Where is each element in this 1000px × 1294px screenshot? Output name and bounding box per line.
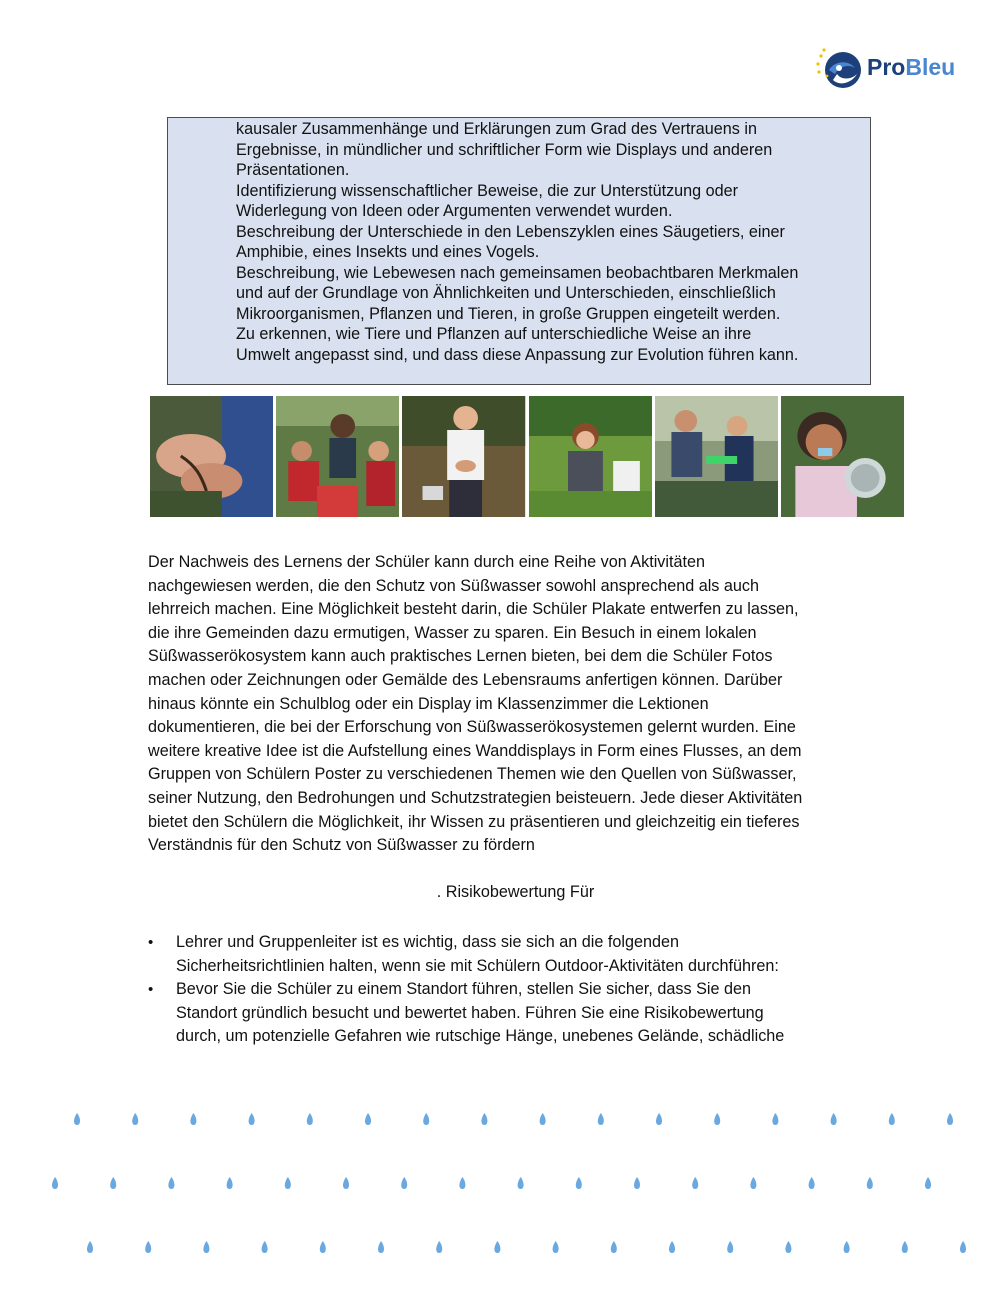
water-drop-icon	[190, 1113, 196, 1125]
photo-strip	[150, 396, 904, 517]
water-drop-icon	[262, 1241, 268, 1253]
photo-hands-with-worm	[150, 396, 273, 517]
info-line: Identifizierung wissenschaftlicher Beweise, die zur Unterstützung oder	[236, 181, 739, 200]
water-drop-icon	[249, 1113, 255, 1125]
water-drop-icon	[227, 1177, 233, 1189]
water-drop-icon	[611, 1241, 617, 1253]
bullet-line: durch, um potenzielle Gefahren wie rutschige Hänge, unebenes Gelände, schädliche	[176, 1027, 785, 1046]
photo-teacher-in-meadow	[529, 396, 652, 517]
water-drop-icon	[74, 1113, 80, 1125]
water-drop-icon	[809, 1177, 815, 1189]
water-drop-icon	[669, 1241, 675, 1253]
photo-children-touching-plants	[655, 396, 778, 517]
water-drop-icon	[553, 1241, 559, 1253]
paragraph-line: seiner Nutzung, den Bedrohungen und Schutzstrategien beisteuern. Jede dieser Aktivitäten	[148, 788, 803, 807]
paragraph-line: bietet den Schülern die Möglichkeit, ihr Wissen zu präsentieren und gleichzeitig ein tieferes	[148, 812, 800, 831]
logo-wordmark	[867, 54, 955, 81]
water-drop-icon	[494, 1241, 500, 1253]
info-line: Widerlegung von Ideen oder Argumenten verwendet wurden.	[236, 202, 673, 220]
bullet-line: Standort gründlich besucht und bewertet haben. Führen Sie eine Risikobewertung	[176, 1003, 764, 1022]
water-drop-icon	[772, 1113, 778, 1125]
info-line: Beschreibung der Unterschiede in den Lebenszyklen eines Säugetiers, einer	[236, 222, 785, 241]
paragraph-line: dokumentieren, die bei der Erforschung von Süßwasserökosystemen gelernt wurden. Eine	[148, 718, 796, 737]
water-drop-icon	[320, 1241, 326, 1253]
water-drop-icon	[902, 1241, 908, 1253]
bullet-icon: •	[148, 934, 154, 951]
water-drop-icon	[145, 1241, 151, 1253]
water-drop-icon	[168, 1177, 174, 1189]
water-drop-icon	[110, 1177, 116, 1189]
info-line: kausaler Zusammenhänge und Erklärungen zum Grad des Vertrauens in	[236, 120, 757, 138]
list-item	[148, 978, 883, 1049]
water-drop-icon	[436, 1241, 442, 1253]
photo-boy-holding-object	[402, 396, 525, 517]
paragraph-line: nachgewiesen werden, die den Schutz von Süßwasser sowohl ansprechend als auch	[148, 576, 759, 595]
risk-assessment-heading: . Risikobewertung Für	[436, 883, 595, 901]
water-drop-icon	[576, 1177, 582, 1189]
water-drop-icon	[750, 1177, 756, 1189]
water-drop-icon	[844, 1241, 850, 1253]
paragraph-line: machen oder Zeichnungen oder Gemälde des Lebensraums anfertigen können. Darüber	[148, 670, 783, 689]
water-drop-icon	[401, 1177, 407, 1189]
paragraph-line: hinaus könnte ein Schulblog oder ein Display im Klassenzimmer die Lektionen	[148, 694, 709, 713]
safety-bullet-list	[148, 931, 883, 1049]
water-drop-icon	[540, 1113, 546, 1125]
paragraph-line: Verständnis für den Schutz von Süßwasser zu fördern	[148, 836, 535, 855]
water-drop-icon	[423, 1113, 429, 1125]
paragraph-line: Süßwasserökosystem kann auch praktisches Lernen bieten, bei dem die Schüler Fotos	[148, 647, 773, 666]
info-line: Ergebnisse, in mündlicher und schriftlicher Form wie Displays und anderen	[236, 140, 773, 159]
list-item	[148, 931, 883, 978]
water-drop-icon	[52, 1177, 58, 1189]
bullet-line: Lehrer und Gruppenleiter ist es wichtig, dass sie sich an die folgenden	[176, 933, 680, 951]
water-drop-icon	[481, 1113, 487, 1125]
bullet-line: Sicherheitsrichtlinien halten, wenn sie mit Schülern Outdoor-Aktivitäten durchführen:	[176, 956, 779, 975]
curriculum-info-box	[167, 117, 871, 385]
water-drop-icon	[365, 1113, 371, 1125]
photo-children-group-outdoors	[276, 396, 399, 517]
probleu-logo	[815, 46, 965, 92]
water-drop-icon	[656, 1113, 662, 1125]
paragraph-line: lehrreich machen. Eine Möglichkeit besteht darin, die Schüler Plakate entwerfen zu lassen,	[148, 600, 799, 619]
water-drop-icon	[518, 1177, 524, 1189]
water-drop-icon	[867, 1177, 873, 1189]
water-drop-icon	[925, 1177, 931, 1189]
paragraph-line: die ihre Gemeinden dazu ermutigen, Wasser zu sparen. Ein Besuch in einem lokalen	[148, 623, 757, 642]
water-drop-icon	[459, 1177, 465, 1189]
photo-girl-with-jar	[781, 396, 904, 517]
paragraph-line: Der Nachweis des Lernens der Schüler kann durch eine Reihe von Aktivitäten	[148, 553, 705, 571]
logo-text-bleu: Bleu	[905, 54, 956, 80]
water-drop-icon	[203, 1241, 209, 1253]
info-line: Umwelt angepasst sind, und dass diese Anpassung zur Evolution führen kann.	[236, 345, 799, 364]
water-drop-icon	[343, 1177, 349, 1189]
water-drop-icon	[634, 1177, 640, 1189]
water-drop-icon	[285, 1177, 291, 1189]
water-drop-icon	[307, 1113, 313, 1125]
water-drop-icon	[785, 1241, 791, 1253]
water-drop-icon	[947, 1113, 953, 1125]
info-line: Präsentationen.	[236, 161, 350, 179]
water-drop-icon	[831, 1113, 837, 1125]
water-drop-icon	[378, 1241, 384, 1253]
learning-evidence-paragraph	[148, 551, 883, 858]
water-drops-decoration	[0, 1100, 1000, 1294]
info-line: Beschreibung, wie Lebewesen nach gemeinsamen beobachtbaren Merkmalen	[236, 263, 799, 282]
water-drop-icon	[87, 1241, 93, 1253]
bullet-line: Bevor Sie die Schüler zu einem Standort führen, stellen Sie sicher, dass Sie den	[176, 980, 751, 999]
water-drop-icon	[714, 1113, 720, 1125]
paragraph-line: weitere kreative Idee ist die Aufstellung eines Wanddisplays in Form eines Flusses, an dem	[148, 741, 802, 760]
water-drop-icon	[598, 1113, 604, 1125]
water-drop-icon	[692, 1177, 698, 1189]
water-drop-icon	[727, 1241, 733, 1253]
water-drop-icon	[889, 1113, 895, 1125]
probleu-emblem-icon	[815, 46, 865, 92]
paragraph-line: Gruppen von Schülern Poster zu verschiedenen Themen wie den Quellen von Süßwasser,	[148, 765, 797, 784]
water-drop-icon	[132, 1113, 138, 1125]
logo-text-pro: Pro	[867, 54, 906, 80]
info-line: Mikroorganismen, Pflanzen und Tieren, in große Gruppen eingeteilt werden.	[236, 304, 781, 323]
info-line: Zu erkennen, wie Tiere und Pflanzen auf unterschiedliche Weise an ihre	[236, 325, 752, 343]
info-line: und auf der Grundlage von Ähnlichkeiten und Unterschieden, einschließlich	[236, 284, 776, 302]
bullet-icon: •	[148, 981, 154, 999]
info-line: Amphibie, eines Insekts und eines Vogels.	[236, 243, 540, 261]
water-drop-icon	[960, 1241, 966, 1253]
